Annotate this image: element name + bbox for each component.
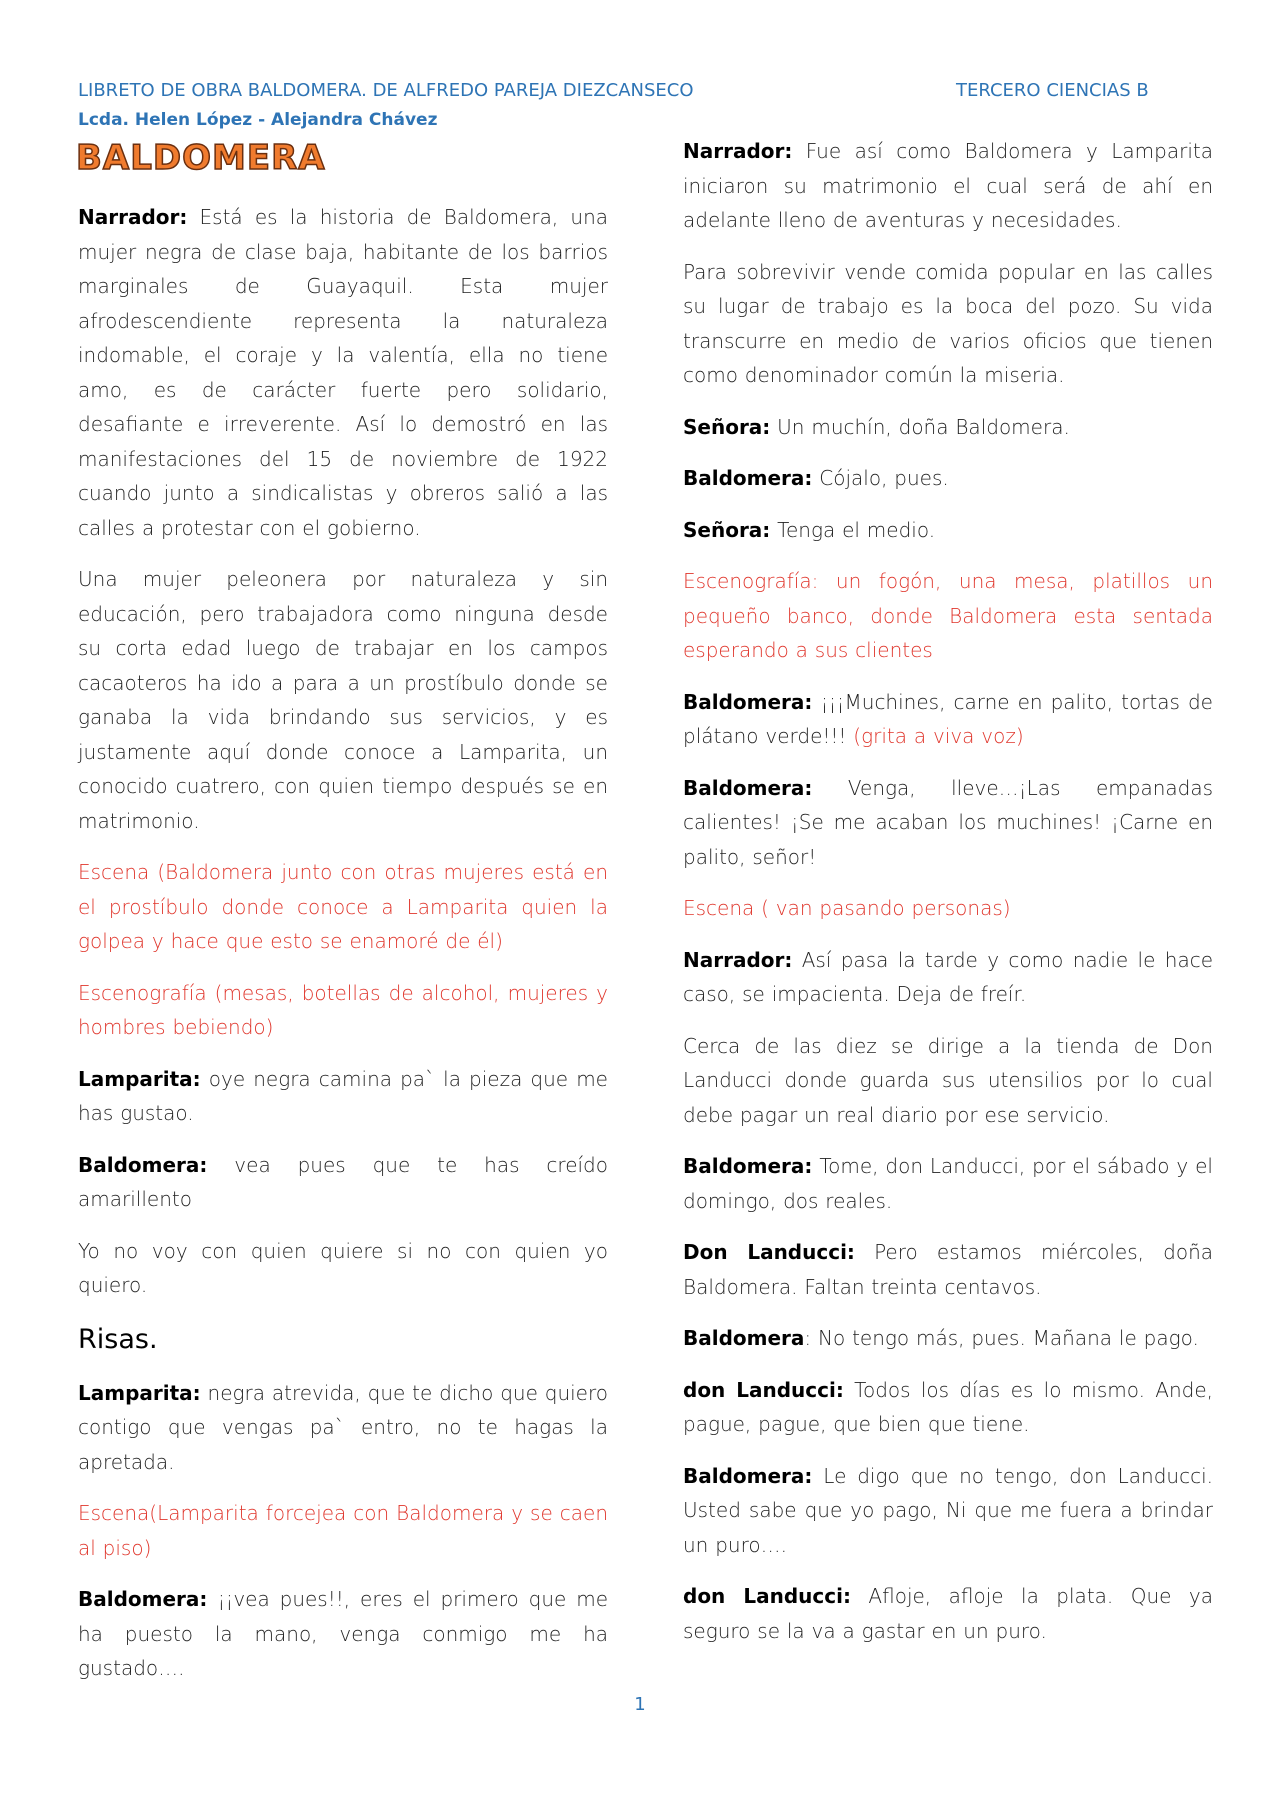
stage-direction: Escena(Lamparita forcejea con Baldomera y se caen al piso) [78,1501,608,1560]
narrative-paragraph: Yo no voy con quien quiere si no con quien yo quiero. [78,1238,608,1297]
speaker-name: Baldomera: [683,1154,813,1178]
dialog-line [683,134,1213,238]
header-title: LIBRETO DE OBRA BALDOMERA. DE ALFREDO PAREJA DIEZCANSECO [78,80,694,101]
dialog-line [683,943,1213,1012]
dialog-line [78,200,608,545]
speaker-name: Señora: [683,414,771,439]
dialog-line [78,1148,608,1217]
dialog-text: oye negra camina pa` la pieza que me has gustao. [78,1066,608,1125]
dialog-text: Pero estamos miércoles, doña Baldomera. Faltan treinta centavos. [683,1240,1213,1299]
dialog-line [683,1235,1213,1304]
speaker-name: Baldomera: [78,1587,208,1611]
stage-direction: Escena (Baldomera junto con otras mujeres está en el prostíbulo donde conoce a Lamparita quien la golpea y hace que esto se enamoré de él) [78,860,608,953]
dialog-text: Tome, don Landucci, por el sábado y el domingo, dos reales. [683,1154,1213,1213]
dialog-text: : No tengo más, pues. Mañana le pago. [804,1326,1199,1350]
dialog-text: Así pasa la tarde y como nadie le hace caso, se impacienta. Deja de freír. [683,947,1213,1006]
speaker-name: Narrador: [683,139,793,163]
dialog-line [683,1373,1213,1442]
dialog-text: Tenga el medio. [770,517,936,542]
speaker-name: Narrador: [78,205,188,229]
dialog-text: negra atrevida, que te dicho que quiero contigo que vengas pa` entro, no te hagas la apretada. [78,1380,608,1474]
stage-direction-inline: (grita a viva voz) [853,724,1024,748]
speaker-name: Lamparita: [78,1066,201,1091]
stage-direction: Escenografía (mesas, botellas de alcohol, mujeres y hombres bebiendo) [78,980,608,1039]
speaker-name: Narrador: [683,947,793,972]
section-heading: Risas. [78,1323,158,1355]
dialog-line [683,685,1213,754]
right-column [683,134,1213,1665]
header-authors: Lcda. Helen López - Alejandra Chávez [78,110,438,130]
dialog-text: Afloje, afloje la plata. Que ya seguro se la va a gastar en un puro. [683,1584,1214,1643]
speaker-name: Baldomera [683,1326,805,1350]
speaker-name: Baldomera: [683,466,813,490]
stage-direction: Escenografía: un fogón, una mesa, platillos un pequeño banco, donde Baldomera esta sentada esperando a sus clientes [683,569,1213,662]
left-column [78,200,608,1703]
narrative-paragraph: Cerca de las diez se dirige a la tienda de Don Landucci donde guarda sus utensilios por lo cual debe pagar un real diario por ese servicio. [683,1033,1213,1127]
dialog-line [683,1459,1213,1563]
speaker-name: Baldomera: [683,1463,813,1488]
document-title: BALDOMERA [76,138,326,178]
narrative-paragraph: Para sobrevivir vende comida popular en las calles su lugar de trabajo es la boca del pozo. Su vida transcurre en medio de varios oficios que tienen como denominador común la miseria. [683,259,1213,387]
speaker-name: Baldomera: [683,689,813,714]
speaker-name: Don Landucci: [683,1240,855,1264]
speaker-name: Baldomera: [78,1152,208,1177]
dialog-line [683,513,1213,548]
dialog-text: Venga, lleve…¡Las empanadas calientes! ¡Se me acaban los muchines! ¡Carne en palito, señor! [683,775,1213,869]
dialog-line [683,410,1213,445]
dialog-line [683,1149,1213,1218]
dialog-text: Está es la historia de Baldomera, una mujer negra de clase baja, habitante de los barrios marginales de Guayaquil. Esta mujer afrodescendiente representa la naturaleza indomable, el coraje y la valentía, ella no tiene amo, es de carácter fuerte pero solidario, desafiante e irreverente. Así lo demostró en las manifestaciones del 15 de noviembre de 1922 cuando junto a sindicalistas y obreros salió a las calles a protestar con el gobierno. [78,205,608,540]
stage-direction: Escena ( van pasando personas) [683,896,1011,920]
dialog-line [683,1579,1213,1648]
speaker-name: Baldomera: [683,775,813,800]
dialog-line [683,461,1213,496]
dialog-line [683,1321,1213,1356]
dialog-text: Cójalo, pues. [812,466,949,490]
dialog-line [78,1062,608,1131]
speaker-name: don Landucci: [683,1377,844,1402]
dialog-text: ¡¡vea pues!!, eres el primero que me ha puesto la mano, venga conmigo me ha gustado…. [78,1587,608,1680]
page-number: 1 [634,1694,646,1715]
speaker-name: Lamparita: [78,1380,201,1405]
dialog-text: Fue así como Baldomera y Lamparita iniciaron su matrimonio el cual será de ahí en adelante lleno de aventuras y necesidades. [683,139,1213,232]
dialog-text: vea pues que te has creído amarillento [78,1152,608,1211]
dialog-text: Un muchín, doña Baldomera. [770,414,1070,439]
dialog-line [683,771,1213,875]
speaker-name: Señora: [683,517,771,542]
dialog-text: ¡¡¡Muchines, carne en palito, tortas de plátano verde!!! [683,689,1213,748]
speaker-name: don Landucci: [683,1584,851,1608]
dialog-line [78,1582,608,1686]
header-class: TERCERO CIENCIAS B [956,80,1149,101]
dialog-line [78,1376,608,1480]
dialog-text: Le digo que no tengo, don Landucci. Usted sabe que yo pago, Ni que me fuera a brindar un puro…. [683,1463,1213,1557]
narrative-paragraph: Una mujer peleonera por naturaleza y sin educación, pero trabajadora como ninguna desde su corta edad luego de trabajar en los campos cacaoteros ha ido a para a un prostíbulo donde se ganaba la vida brindando sus servicios, y es justamente aquí donde conoce a Lamparita, un conocido cuatrero, con quien tiempo después se en matrimonio. [78,567,608,833]
dialog-text: Todos los días es lo mismo. Ande, pague, pague, que bien que tiene. [683,1377,1214,1436]
